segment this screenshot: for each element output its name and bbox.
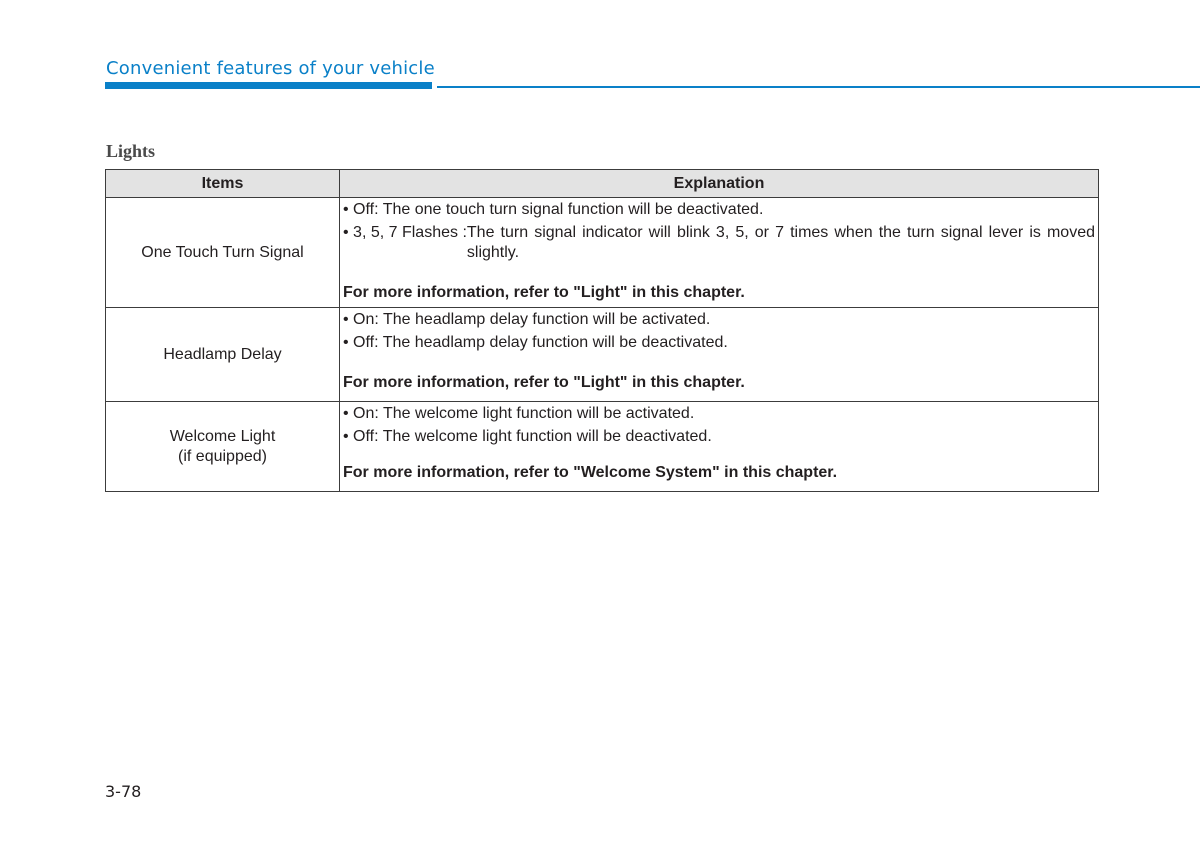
item-cell [106, 402, 340, 492]
bullet-text: The headlamp delay function will be activated. [383, 311, 711, 328]
column-header-explanation: Explanation [340, 170, 1099, 198]
bullet-text: The one touch turn signal function will be deactivated. [382, 201, 764, 218]
column-header-items: Items [106, 170, 340, 198]
bullet-text: The turn signal indicator will blink 3, 5, or 7 times when the turn signal lever is moved slightly. [466, 224, 1095, 261]
bullet-text: The welcome light function will be deactivated. [382, 428, 712, 445]
bullet-text: The welcome light function will be activated. [383, 405, 695, 422]
page-number: 3-78 [105, 782, 142, 801]
bullet-label: • On: [343, 311, 383, 328]
table-header-row [106, 170, 1099, 198]
item-name: Welcome Light [169, 427, 276, 445]
bullet-item [343, 427, 1095, 447]
chapter-header-title: Convenient features of your vehicle [106, 58, 435, 79]
bullet-item [343, 200, 1095, 220]
bullet-item [343, 404, 1095, 424]
header-accent-bar [105, 82, 432, 89]
explanation-cell [340, 308, 1099, 402]
item-cell [106, 308, 340, 402]
explanation-cell [340, 402, 1099, 492]
item-name: One Touch Turn Signal [141, 243, 304, 261]
more-info-note: For more information, refer to "Light" in this chapter. [343, 374, 745, 391]
lights-settings-table [105, 169, 1099, 492]
table-row [106, 198, 1099, 308]
bullet-label: • 3, 5, 7 Flashes : [343, 224, 467, 241]
bullet-item [343, 223, 1095, 263]
bullet-label: • Off: [343, 334, 383, 351]
bullet-label: • On: [343, 405, 383, 422]
more-info-note: For more information, refer to "Light" in this chapter. [343, 284, 745, 301]
table-row [106, 402, 1099, 492]
bullet-label: • Off: [343, 201, 383, 218]
header-rule [437, 86, 1200, 88]
item-name: Headlamp Delay [163, 345, 282, 363]
item-note: (if equipped) [178, 447, 267, 465]
more-info-note: For more information, refer to "Welcome System" in this chapter. [343, 464, 838, 481]
bullet-label: • Off: [343, 428, 383, 445]
section-title: Lights [106, 141, 156, 161]
table-row [106, 308, 1099, 402]
bullet-item [343, 310, 1095, 330]
bullet-text: The headlamp delay function will be deactivated. [382, 334, 728, 351]
bullet-item [343, 333, 1095, 353]
item-cell [106, 198, 340, 308]
explanation-cell [340, 198, 1099, 308]
